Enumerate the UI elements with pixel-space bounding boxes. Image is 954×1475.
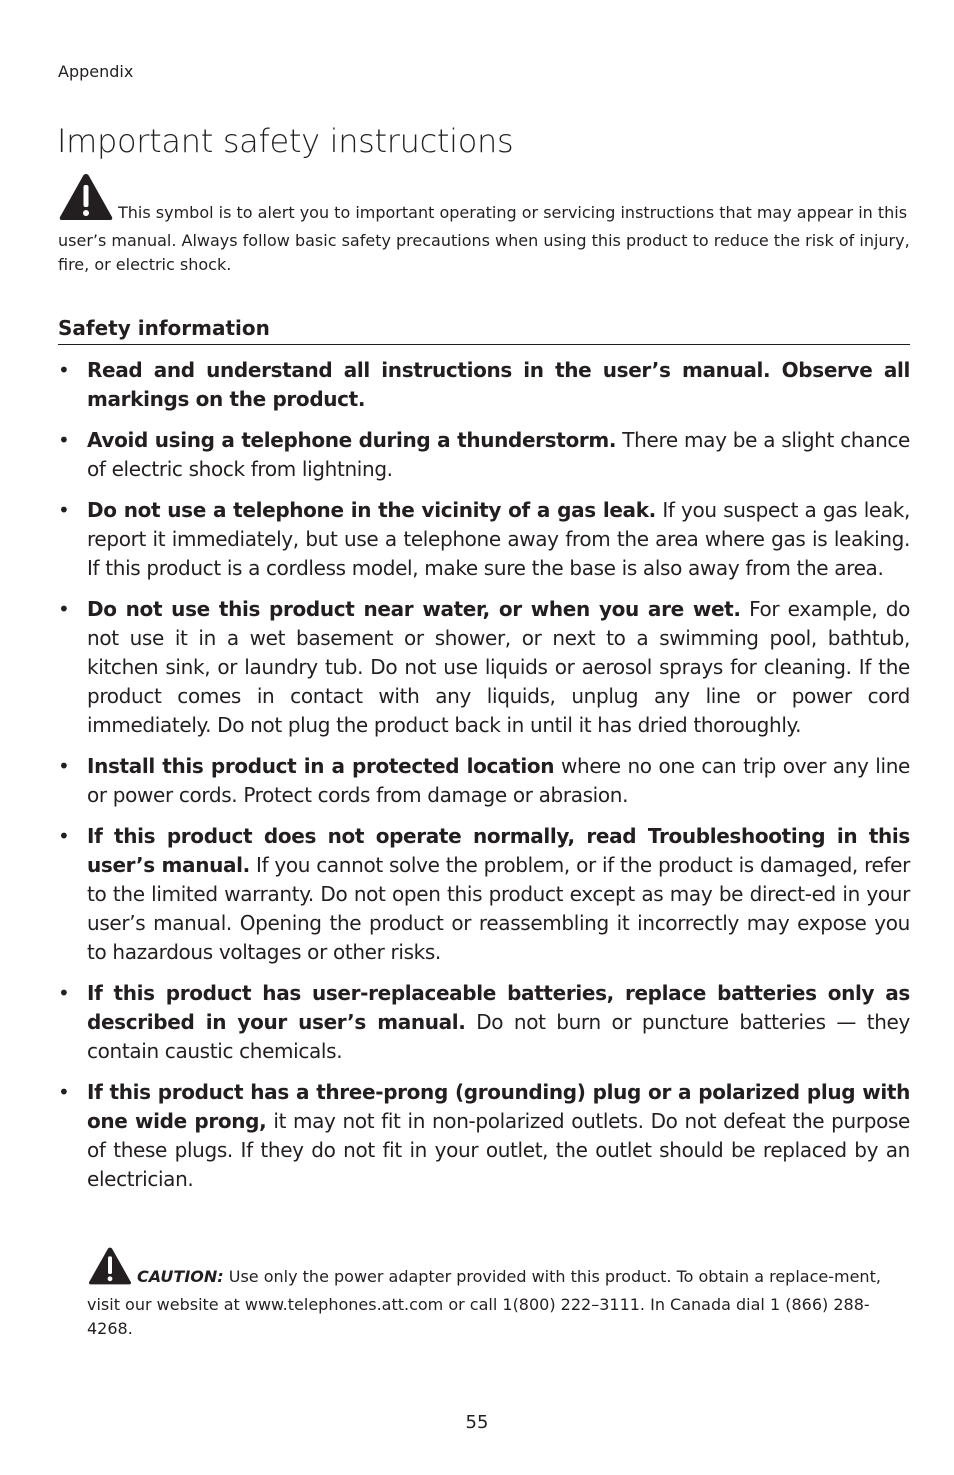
list-item bbox=[58, 979, 910, 1066]
safety-heading: Safety information bbox=[58, 316, 910, 345]
item-bold: Do not use this product near water, or when you are wet. bbox=[87, 597, 741, 621]
page-title: Important safety instructions bbox=[57, 122, 514, 160]
item-text: If you cannot solve the problem, or if the product is damaged, refer to the limited warranty. Do not open this product except as may be direct-ed in your user’s manual. Opening the product or reassembling it incorrectly may expose you to hazardous voltages or other risks. bbox=[87, 853, 910, 964]
item-bold: If this product has user-replaceable batteries, replace batteries only as described in your user’s manual. bbox=[87, 981, 910, 1034]
section-label: Appendix bbox=[58, 62, 134, 81]
bullet-icon: • bbox=[58, 824, 70, 848]
item-text: There may be a slight chance of electric shock from lightning. bbox=[87, 428, 911, 481]
page-number: 55 bbox=[465, 1412, 489, 1433]
bullet-icon: • bbox=[58, 498, 70, 522]
list-item bbox=[58, 426, 910, 484]
list-item bbox=[58, 595, 910, 740]
intro-text: This symbol is to alert you to important operating or servicing instructions that may appear in this user’s manual. Always follow basic safety precautions when using this product to reduce the risk of injury, fire, or electric shock. bbox=[58, 203, 910, 274]
caution-label: CAUTION: bbox=[137, 1267, 224, 1286]
item-text: where no one can trip over any line or power cords. Protect cords from damage or abrasion. bbox=[87, 754, 911, 807]
bullet-icon: • bbox=[58, 358, 70, 382]
list-item bbox=[58, 752, 910, 810]
item-bold: If this product has a three-prong (grounding) plug or a polarized plug with one wide prong, bbox=[87, 1080, 910, 1133]
item-bold: Read and understand all instructions in the user’s manual. Observe all markings on the product. bbox=[87, 358, 910, 411]
warning-triangle-icon bbox=[58, 172, 114, 229]
caution-note bbox=[87, 1246, 910, 1341]
item-text: Do not burn or puncture batteries — they contain caustic chemicals. bbox=[87, 1010, 910, 1063]
item-bold: If this product does not operate normally, read Troubleshooting in this user’s manual. bbox=[87, 824, 910, 877]
list-item bbox=[58, 496, 910, 583]
item-bold: Do not use a telephone in the vicinity of a gas leak. bbox=[87, 498, 656, 522]
bullet-icon: • bbox=[58, 597, 70, 621]
list-item bbox=[58, 356, 910, 414]
intro-paragraph bbox=[58, 172, 910, 277]
bullet-icon: • bbox=[58, 1080, 70, 1104]
item-bold: Avoid using a telephone during a thunderstorm. bbox=[87, 428, 617, 452]
item-bold: Install this product in a protected location bbox=[87, 754, 555, 778]
item-text: For example, do not use it in a wet basement or shower, or next to a swimming pool, bathtub, kitchen sink, or laundry tub. Do not use liquids or aerosol sprays for cleaning. If the product comes in contact with any liquids, unplug any line or power cord immediately. Do not plug the product back in until it has dried thoroughly. bbox=[87, 597, 910, 737]
list-item bbox=[58, 822, 910, 967]
caution-text: Use only the power adapter provided with this product. To obtain a replace-ment, visit our website at www.telephones.att.com or call 1(800) 222–3111. In Canada dial 1 (866) 288-4268. bbox=[87, 1267, 881, 1338]
bullet-icon: • bbox=[58, 981, 70, 1005]
bullet-icon: • bbox=[58, 754, 70, 778]
bullet-icon: • bbox=[58, 428, 70, 452]
safety-list bbox=[58, 356, 910, 1206]
item-text: it may not fit in non-polarized outlets. Do not defeat the purpose of these plugs. If they do not fit in your outlet, the outlet should be replaced by an electrician. bbox=[87, 1109, 910, 1191]
list-item bbox=[58, 1078, 910, 1194]
item-text: If you suspect a gas leak, report it immediately, but use a telephone away from the area where gas is leaking. If this product is a cordless model, make sure the base is also away from the area. bbox=[87, 498, 911, 580]
warning-triangle-icon bbox=[87, 1246, 133, 1293]
